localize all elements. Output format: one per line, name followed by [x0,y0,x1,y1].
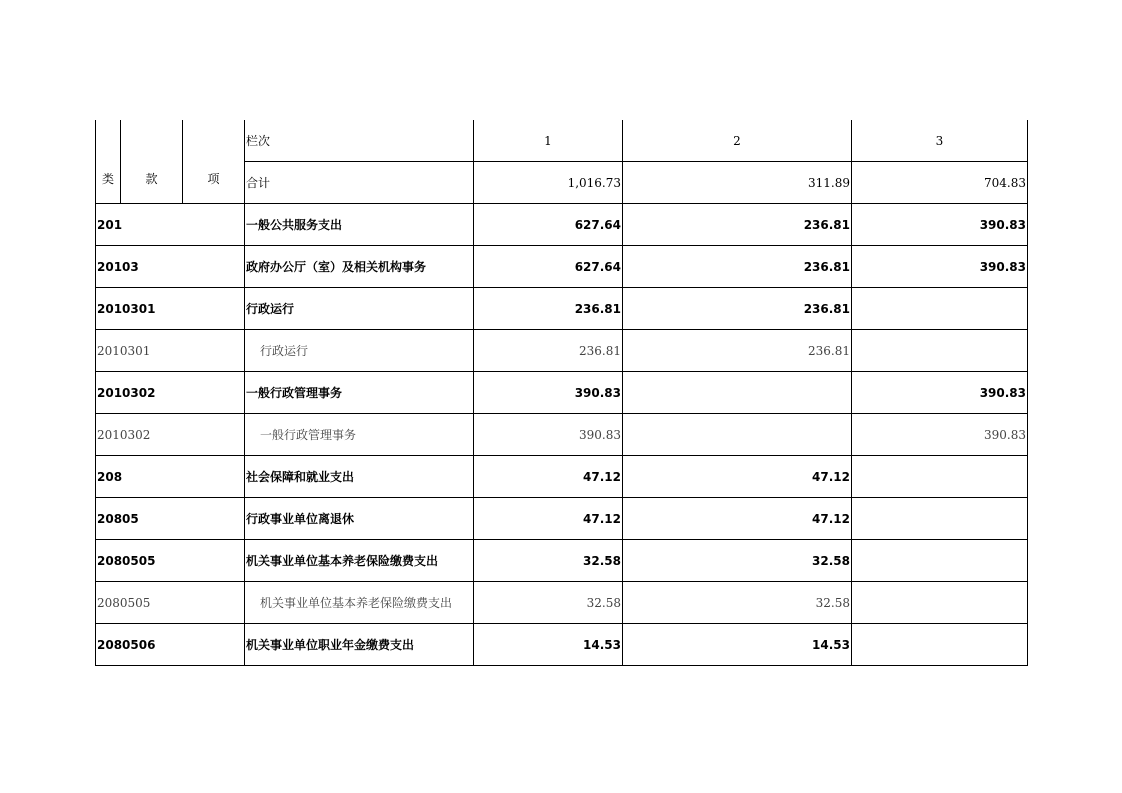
row-name [245,288,474,330]
row-value-3: 390.83 [852,204,1028,246]
row-value-2 [623,372,852,414]
table-row [96,372,1028,414]
heji-value-2: 311.89 [623,162,852,204]
row-value-3 [852,330,1028,372]
row-value-1: 627.64 [474,204,623,246]
row-value-1: 32.58 [474,540,623,582]
row-code: 2010302 [96,372,245,414]
heji-value-3: 704.83 [852,162,1028,204]
row-code: 20103 [96,246,245,288]
row-name [245,372,474,414]
row-value-2: 236.81 [623,204,852,246]
row-value-2: 14.53 [623,624,852,666]
table-row [96,624,1028,666]
row-name [245,456,474,498]
header-lei: 类 [96,120,121,204]
row-value-1: 236.81 [474,330,623,372]
row-value-2: 236.81 [623,288,852,330]
row-name-text: 机关事业单位职业年金缴费支出 [246,638,415,652]
row-code: 208 [96,456,245,498]
table-row [96,582,1028,624]
row-value-3 [852,540,1028,582]
row-value-1: 14.53 [474,624,623,666]
table-row [96,456,1028,498]
row-value-2: 47.12 [623,498,852,540]
header-lanci-3: 3 [852,120,1028,162]
row-value-2: 47.12 [623,456,852,498]
table-row [96,246,1028,288]
row-code: 2010301 [96,288,245,330]
header-xiang: 项 [183,120,245,204]
row-name [245,582,474,624]
row-name-text: 一般公共服务支出 [246,218,343,232]
table-row [96,288,1028,330]
row-value-3 [852,498,1028,540]
row-name-text: 一般行政管理事务 [260,428,357,442]
row-name-text: 政府办公厅（室）及相关机构事务 [246,260,427,274]
table-row [96,204,1028,246]
row-value-3 [852,624,1028,666]
row-value-1: 390.83 [474,372,623,414]
row-value-3: 390.83 [852,372,1028,414]
header-lanci-label: 栏次 [245,120,474,162]
row-name-text: 行政运行 [246,302,295,316]
header-lanci-2: 2 [623,120,852,162]
row-code: 2080505 [96,540,245,582]
row-value-3: 390.83 [852,414,1028,456]
row-value-3 [852,582,1028,624]
row-value-1: 47.12 [474,498,623,540]
row-name-text: 社会保障和就业支出 [246,470,355,484]
row-value-2: 32.58 [623,582,852,624]
table-row [96,330,1028,372]
row-value-1: 47.12 [474,456,623,498]
row-value-2: 236.81 [623,246,852,288]
row-code: 20805 [96,498,245,540]
row-code: 2010302 [96,414,245,456]
row-value-1: 236.81 [474,288,623,330]
row-value-3: 390.83 [852,246,1028,288]
header-row-lanci [96,120,1028,162]
budget-table [95,120,1028,666]
row-name [245,414,474,456]
row-value-1: 32.58 [474,582,623,624]
row-name [245,540,474,582]
row-name-text: 一般行政管理事务 [246,386,343,400]
row-code: 2080506 [96,624,245,666]
row-name [245,624,474,666]
row-code: 2010301 [96,330,245,372]
row-code: 201 [96,204,245,246]
row-name-text: 行政事业单位离退休 [246,512,355,526]
row-name-text: 机关事业单位基本养老保险缴费支出 [260,596,453,610]
row-code: 2080505 [96,582,245,624]
row-name [245,330,474,372]
header-kuan: 款 [121,120,183,204]
row-name [245,498,474,540]
table-row [96,414,1028,456]
row-value-2: 32.58 [623,540,852,582]
row-value-1: 627.64 [474,246,623,288]
row-value-1: 390.83 [474,414,623,456]
row-name [245,204,474,246]
row-value-2: 236.81 [623,330,852,372]
row-value-3 [852,456,1028,498]
header-lanci-1: 1 [474,120,623,162]
row-value-2 [623,414,852,456]
row-name [245,246,474,288]
heji-value-1: 1,016.73 [474,162,623,204]
table-row [96,540,1028,582]
header-heji-label: 合计 [245,162,474,204]
table-row [96,498,1028,540]
row-name-text: 行政运行 [260,344,309,358]
row-value-3 [852,288,1028,330]
row-name-text: 机关事业单位基本养老保险缴费支出 [246,554,439,568]
